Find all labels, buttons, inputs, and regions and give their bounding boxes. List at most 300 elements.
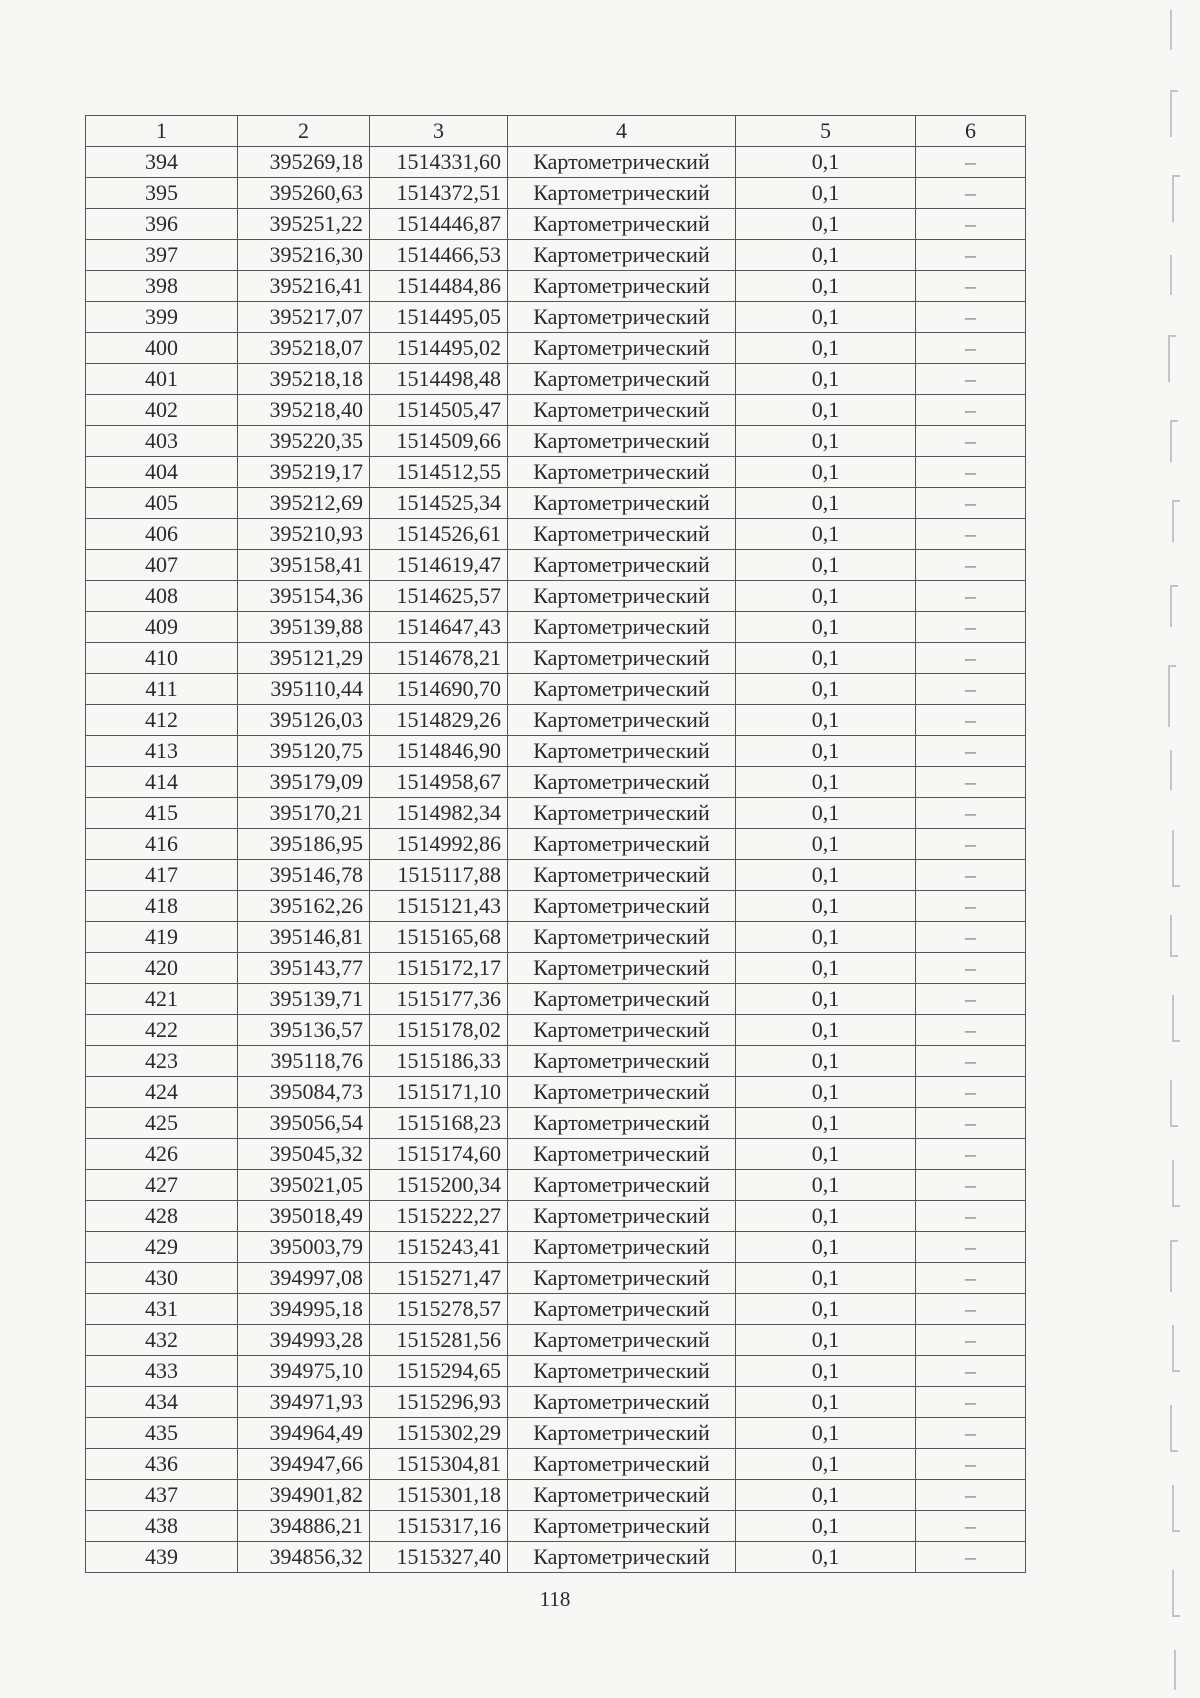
cell-description: – [916,271,1026,302]
table-row [86,550,1026,581]
cell-method: Картометрический [508,1170,736,1201]
table-row [86,1015,1026,1046]
cell-point-number: 423 [86,1046,238,1077]
cell-method: Картометрический [508,1387,736,1418]
table-row [86,1077,1026,1108]
cell-point-number: 433 [86,1356,238,1387]
scan-edge-mark [1170,90,1178,137]
cell-accuracy: 0,1 [736,1511,916,1542]
cell-point-number: 437 [86,1480,238,1511]
cell-accuracy: 0,1 [736,984,916,1015]
cell-method: Картометрический [508,705,736,736]
cell-x-coordinate: 395217,07 [238,302,370,333]
cell-description: – [916,891,1026,922]
cell-method: Картометрический [508,984,736,1015]
table-row [86,457,1026,488]
cell-method: Картометрический [508,333,736,364]
cell-method: Картометрический [508,1294,736,1325]
scan-edge-mark [1170,1080,1178,1127]
table-row [86,922,1026,953]
cell-point-number: 400 [86,333,238,364]
cell-description: – [916,1139,1026,1170]
header-cell-point-number: 1 [86,116,238,147]
table-row [86,1449,1026,1480]
table-row [86,1387,1026,1418]
cell-description: – [916,519,1026,550]
scan-edge-mark [1170,420,1178,462]
cell-x-coordinate: 394993,28 [238,1325,370,1356]
cell-method: Картометрический [508,395,736,426]
cell-description: – [916,643,1026,674]
cell-method: Картометрический [508,581,736,612]
cell-method: Картометрический [508,953,736,984]
table-row [86,271,1026,302]
scan-edge-mark [1172,1160,1180,1207]
cell-x-coordinate: 394971,93 [238,1387,370,1418]
cell-x-coordinate: 395251,22 [238,209,370,240]
table-row [86,984,1026,1015]
cell-y-coordinate: 1515301,18 [370,1480,508,1511]
cell-y-coordinate: 1515177,36 [370,984,508,1015]
cell-accuracy: 0,1 [736,457,916,488]
cell-description: – [916,767,1026,798]
cell-point-number: 419 [86,922,238,953]
cell-method: Картометрический [508,426,736,457]
cell-accuracy: 0,1 [736,1294,916,1325]
cell-accuracy: 0,1 [736,1325,916,1356]
cell-y-coordinate: 1515304,81 [370,1449,508,1480]
cell-y-coordinate: 1515117,88 [370,860,508,891]
cell-point-number: 407 [86,550,238,581]
cell-point-number: 401 [86,364,238,395]
table-row [86,302,1026,333]
cell-point-number: 429 [86,1232,238,1263]
cell-accuracy: 0,1 [736,1356,916,1387]
cell-method: Картометрический [508,488,736,519]
cell-description: – [916,1356,1026,1387]
page-number: 118 [539,1587,571,1611]
cell-description: – [916,953,1026,984]
scan-edge-mark [1168,665,1176,727]
cell-description: – [916,1015,1026,1046]
table-row [86,178,1026,209]
cell-description: – [916,395,1026,426]
scan-edge-mark [1172,830,1180,887]
table-row [86,1170,1026,1201]
cell-x-coordinate: 395045,32 [238,1139,370,1170]
cell-y-coordinate: 1515200,34 [370,1170,508,1201]
cell-y-coordinate: 1514526,61 [370,519,508,550]
table-row [86,1325,1026,1356]
table-row [86,798,1026,829]
table-row [86,674,1026,705]
cell-y-coordinate: 1515302,29 [370,1418,508,1449]
cell-accuracy: 0,1 [736,705,916,736]
cell-y-coordinate: 1514372,51 [370,178,508,209]
cell-description: – [916,426,1026,457]
cell-accuracy: 0,1 [736,1046,916,1077]
scan-edge-mark [1170,585,1178,627]
cell-x-coordinate: 395021,05 [238,1170,370,1201]
table-row [86,705,1026,736]
table-row [86,1356,1026,1387]
cell-description: – [916,736,1026,767]
table-row [86,829,1026,860]
cell-x-coordinate: 395146,78 [238,860,370,891]
cell-accuracy: 0,1 [736,550,916,581]
cell-description: – [916,829,1026,860]
table-row [86,1480,1026,1511]
cell-accuracy: 0,1 [736,395,916,426]
cell-y-coordinate: 1514829,26 [370,705,508,736]
cell-accuracy: 0,1 [736,612,916,643]
table-row [86,209,1026,240]
cell-method: Картометрический [508,457,736,488]
cell-y-coordinate: 1514484,86 [370,271,508,302]
cell-method: Картометрический [508,860,736,891]
cell-method: Картометрический [508,1449,736,1480]
cell-method: Картометрический [508,891,736,922]
cell-x-coordinate: 395126,03 [238,705,370,736]
cell-point-number: 434 [86,1387,238,1418]
scan-edge-mark [1170,10,1172,50]
cell-point-number: 404 [86,457,238,488]
cell-y-coordinate: 1515296,93 [370,1387,508,1418]
cell-point-number: 430 [86,1263,238,1294]
cell-accuracy: 0,1 [736,240,916,271]
cell-description: – [916,147,1026,178]
cell-description: – [916,1542,1026,1573]
cell-description: – [916,1511,1026,1542]
table-row [86,488,1026,519]
cell-accuracy: 0,1 [736,1015,916,1046]
cell-method: Картометрический [508,1015,736,1046]
cell-method: Картометрический [508,674,736,705]
cell-description: – [916,1387,1026,1418]
table-header [86,116,1026,147]
cell-point-number: 427 [86,1170,238,1201]
cell-description: – [916,1294,1026,1325]
cell-y-coordinate: 1514505,47 [370,395,508,426]
cell-description: – [916,209,1026,240]
cell-description: – [916,1480,1026,1511]
cell-y-coordinate: 1515174,60 [370,1139,508,1170]
cell-y-coordinate: 1515278,57 [370,1294,508,1325]
table-row [86,736,1026,767]
cell-point-number: 394 [86,147,238,178]
cell-x-coordinate: 394997,08 [238,1263,370,1294]
cell-description: – [916,1077,1026,1108]
table-row [86,240,1026,271]
cell-x-coordinate: 395120,75 [238,736,370,767]
header-cell-description: 6 [916,116,1026,147]
cell-accuracy: 0,1 [736,1139,916,1170]
cell-method: Картометрический [508,1263,736,1294]
table-row [86,426,1026,457]
cell-y-coordinate: 1514619,47 [370,550,508,581]
table-row [86,1232,1026,1263]
cell-x-coordinate: 395056,54 [238,1108,370,1139]
cell-description: – [916,581,1026,612]
cell-description: – [916,984,1026,1015]
cell-method: Картометрический [508,736,736,767]
table-row [86,333,1026,364]
cell-point-number: 420 [86,953,238,984]
cell-description: – [916,922,1026,953]
cell-description: – [916,1325,1026,1356]
cell-point-number: 416 [86,829,238,860]
scan-edge-mark [1172,175,1180,222]
scan-edge-mark [1172,500,1180,542]
table-row [86,1511,1026,1542]
cell-y-coordinate: 1514466,53 [370,240,508,271]
cell-accuracy: 0,1 [736,643,916,674]
cell-method: Картометрический [508,1418,736,1449]
cell-point-number: 395 [86,178,238,209]
cell-x-coordinate: 395154,36 [238,581,370,612]
cell-method: Картометрический [508,178,736,209]
cell-accuracy: 0,1 [736,519,916,550]
cell-x-coordinate: 395110,44 [238,674,370,705]
cell-x-coordinate: 395146,81 [238,922,370,953]
cell-description: – [916,705,1026,736]
cell-method: Картометрический [508,519,736,550]
scan-edge-mark [1170,255,1172,295]
cell-accuracy: 0,1 [736,1542,916,1573]
cell-description: – [916,860,1026,891]
cell-method: Картометрический [508,1511,736,1542]
table-row [86,767,1026,798]
cell-point-number: 406 [86,519,238,550]
cell-x-coordinate: 395269,18 [238,147,370,178]
cell-y-coordinate: 1514509,66 [370,426,508,457]
cell-x-coordinate: 395121,29 [238,643,370,674]
cell-accuracy: 0,1 [736,1449,916,1480]
cell-accuracy: 0,1 [736,581,916,612]
cell-y-coordinate: 1514647,43 [370,612,508,643]
cell-x-coordinate: 394886,21 [238,1511,370,1542]
cell-point-number: 396 [86,209,238,240]
cell-point-number: 415 [86,798,238,829]
cell-x-coordinate: 395136,57 [238,1015,370,1046]
cell-point-number: 439 [86,1542,238,1573]
coordinates-table [85,115,1026,1573]
header-cell-accuracy: 5 [736,116,916,147]
cell-x-coordinate: 395170,21 [238,798,370,829]
cell-description: – [916,333,1026,364]
cell-point-number: 421 [86,984,238,1015]
cell-point-number: 431 [86,1294,238,1325]
cell-y-coordinate: 1515165,68 [370,922,508,953]
cell-description: – [916,364,1026,395]
cell-description: – [916,550,1026,581]
cell-method: Картометрический [508,1356,736,1387]
scan-edge-mark [1174,1650,1176,1690]
cell-accuracy: 0,1 [736,829,916,860]
table-row [86,1418,1026,1449]
cell-y-coordinate: 1514512,55 [370,457,508,488]
scan-edge-mark [1172,995,1180,1042]
cell-x-coordinate: 395186,95 [238,829,370,860]
cell-y-coordinate: 1514958,67 [370,767,508,798]
cell-accuracy: 0,1 [736,860,916,891]
scan-edge-mark [1170,1240,1178,1292]
cell-point-number: 399 [86,302,238,333]
cell-x-coordinate: 395162,26 [238,891,370,922]
cell-description: – [916,1263,1026,1294]
table-row [86,364,1026,395]
scan-edge-mark [1170,1405,1178,1452]
cell-accuracy: 0,1 [736,674,916,705]
cell-y-coordinate: 1514331,60 [370,147,508,178]
cell-x-coordinate: 395212,69 [238,488,370,519]
cell-accuracy: 0,1 [736,736,916,767]
header-cell-x: 2 [238,116,370,147]
cell-y-coordinate: 1514678,21 [370,643,508,674]
table-row [86,581,1026,612]
table-row [86,860,1026,891]
cell-point-number: 424 [86,1077,238,1108]
cell-description: – [916,1232,1026,1263]
cell-method: Картометрический [508,1232,736,1263]
cell-point-number: 413 [86,736,238,767]
cell-x-coordinate: 395018,49 [238,1201,370,1232]
table-row [86,1263,1026,1294]
cell-accuracy: 0,1 [736,488,916,519]
cell-point-number: 432 [86,1325,238,1356]
cell-y-coordinate: 1514446,87 [370,209,508,240]
cell-description: – [916,488,1026,519]
cell-x-coordinate: 395216,30 [238,240,370,271]
cell-point-number: 435 [86,1418,238,1449]
cell-accuracy: 0,1 [736,178,916,209]
cell-method: Картометрический [508,302,736,333]
cell-y-coordinate: 1515171,10 [370,1077,508,1108]
cell-x-coordinate: 395210,93 [238,519,370,550]
cell-x-coordinate: 394947,66 [238,1449,370,1480]
cell-method: Картометрический [508,1480,736,1511]
cell-description: – [916,240,1026,271]
cell-method: Картометрический [508,829,736,860]
cell-method: Картометрический [508,767,736,798]
cell-point-number: 403 [86,426,238,457]
cell-point-number: 405 [86,488,238,519]
table-row [86,1542,1026,1573]
cell-description: – [916,1201,1026,1232]
cell-y-coordinate: 1515186,33 [370,1046,508,1077]
cell-method: Картометрический [508,1201,736,1232]
cell-point-number: 411 [86,674,238,705]
cell-point-number: 397 [86,240,238,271]
table-row [86,643,1026,674]
cell-point-number: 422 [86,1015,238,1046]
table-row [86,953,1026,984]
cell-x-coordinate: 395218,07 [238,333,370,364]
cell-point-number: 409 [86,612,238,643]
cell-x-coordinate: 395218,18 [238,364,370,395]
cell-point-number: 417 [86,860,238,891]
cell-description: – [916,1108,1026,1139]
cell-point-number: 398 [86,271,238,302]
header-cell-method: 4 [508,116,736,147]
cell-accuracy: 0,1 [736,302,916,333]
cell-method: Картометрический [508,550,736,581]
cell-accuracy: 0,1 [736,953,916,984]
cell-method: Картометрический [508,1077,736,1108]
table-row [86,1139,1026,1170]
cell-description: – [916,178,1026,209]
cell-method: Картометрический [508,612,736,643]
cell-accuracy: 0,1 [736,1480,916,1511]
cell-description: – [916,1046,1026,1077]
cell-point-number: 414 [86,767,238,798]
cell-y-coordinate: 1515281,56 [370,1325,508,1356]
cell-method: Картометрический [508,240,736,271]
cell-y-coordinate: 1515271,47 [370,1263,508,1294]
cell-y-coordinate: 1515178,02 [370,1015,508,1046]
cell-method: Картометрический [508,364,736,395]
cell-y-coordinate: 1515317,16 [370,1511,508,1542]
cell-accuracy: 0,1 [736,426,916,457]
cell-x-coordinate: 395219,17 [238,457,370,488]
scan-edge-mark [1168,335,1176,382]
cell-accuracy: 0,1 [736,364,916,395]
cell-description: – [916,612,1026,643]
cell-point-number: 428 [86,1201,238,1232]
table-row [86,612,1026,643]
cell-point-number: 418 [86,891,238,922]
cell-x-coordinate: 395218,40 [238,395,370,426]
cell-y-coordinate: 1515294,65 [370,1356,508,1387]
cell-point-number: 425 [86,1108,238,1139]
scan-edge-mark [1172,1485,1180,1532]
cell-y-coordinate: 1515222,27 [370,1201,508,1232]
cell-x-coordinate: 394964,49 [238,1418,370,1449]
cell-method: Картометрический [508,1542,736,1573]
scan-edge-mark [1170,915,1178,957]
table-row [86,519,1026,550]
table-row [86,147,1026,178]
cell-method: Картометрический [508,1325,736,1356]
cell-accuracy: 0,1 [736,1170,916,1201]
cell-x-coordinate: 394856,32 [238,1542,370,1573]
cell-description: – [916,1449,1026,1480]
cell-x-coordinate: 394901,82 [238,1480,370,1511]
cell-method: Картометрический [508,209,736,240]
cell-y-coordinate: 1515172,17 [370,953,508,984]
scan-edge-mark [1170,750,1172,790]
cell-x-coordinate: 395139,88 [238,612,370,643]
cell-description: – [916,798,1026,829]
cell-y-coordinate: 1514495,02 [370,333,508,364]
cell-y-coordinate: 1514498,48 [370,364,508,395]
header-row [86,116,1026,147]
cell-method: Картометрический [508,1139,736,1170]
cell-accuracy: 0,1 [736,209,916,240]
cell-accuracy: 0,1 [736,798,916,829]
cell-point-number: 426 [86,1139,238,1170]
table-row [86,1294,1026,1325]
cell-accuracy: 0,1 [736,1263,916,1294]
cell-accuracy: 0,1 [736,1387,916,1418]
table-row [86,1046,1026,1077]
cell-description: – [916,1418,1026,1449]
cell-accuracy: 0,1 [736,1232,916,1263]
cell-accuracy: 0,1 [736,1201,916,1232]
cell-x-coordinate: 395158,41 [238,550,370,581]
cell-y-coordinate: 1515168,23 [370,1108,508,1139]
scan-edge-mark [1172,1570,1180,1617]
